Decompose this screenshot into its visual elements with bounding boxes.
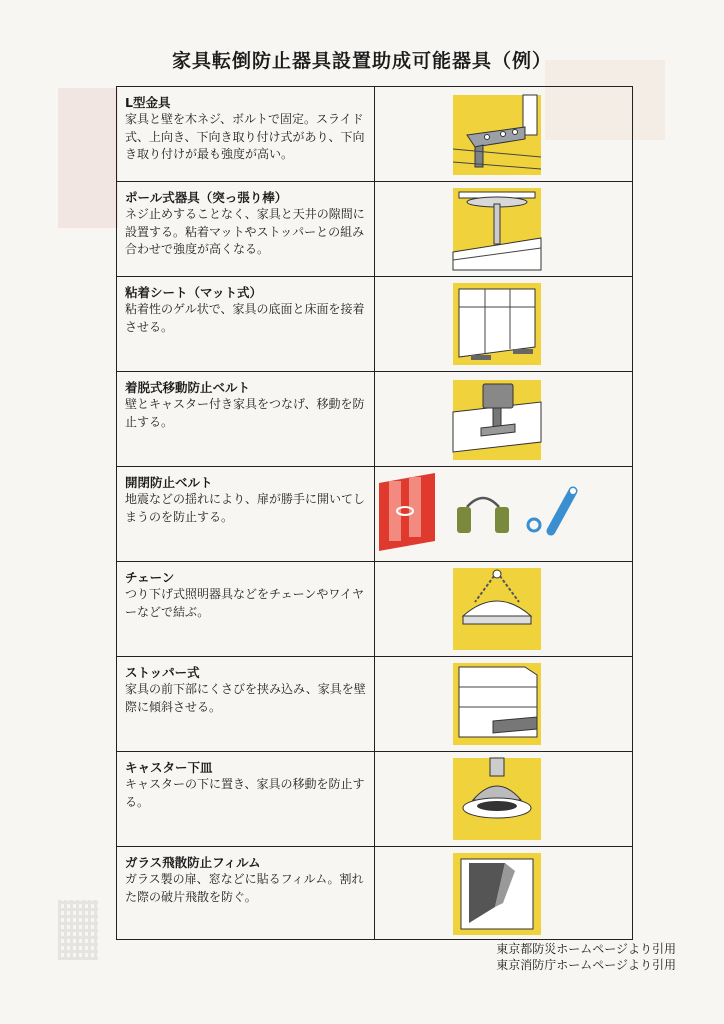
table-row [117,182,633,277]
item-image-cell [375,467,633,562]
item-text-cell [117,467,375,562]
tension-pole-icon [375,182,632,274]
table-row [117,277,633,372]
bleed-through-shape [58,88,118,228]
glass-film-icon [375,847,632,939]
item-image-cell [375,277,633,372]
door-latch-icon [375,467,632,559]
item-text-cell [117,87,375,182]
table-row [117,562,633,657]
item-title: ポール式器具（突っ張り棒） [125,190,288,205]
table-row [117,847,633,940]
item-text-cell [117,752,375,847]
item-description: ガラス製の扉、窓などに貼るフィルム。割れた際の破片飛散を防ぐ。 [125,872,364,904]
table-row [117,657,633,752]
item-text-cell [117,182,375,277]
item-image-cell [375,87,633,182]
item-title: L型金具 [125,95,171,110]
item-description: 壁とキャスター付き家具をつなげ、移動を防止する。 [125,397,365,429]
l-bracket-icon [375,87,632,179]
item-title: チェーン [125,570,175,585]
credit-line: 東京消防庁ホームページより引用 [496,958,676,972]
page-title: 家具転倒防止器具設置助成可能器具（例） [171,50,552,72]
equipment-table [116,86,633,940]
item-description: 家具と壁を木ネジ、ボルトで固定。スライド式、上向き、下向き取り付け式があり、下向き取り付けが最も強度が高い。 [125,112,365,161]
table-row [117,87,633,182]
item-description: 粘着性のゲル状で、家具の底面と床面を接着させる。 [125,302,365,334]
table-row [117,372,633,467]
item-description: 地震などの揺れにより、扉が勝手に開いてしまうのを防止する。 [125,492,366,524]
item-image-cell [375,562,633,657]
item-description: キャスターの下に置き、家具の移動を防止する。 [125,777,365,809]
item-image-cell [375,657,633,752]
table-row [117,467,633,562]
item-title: 粘着シート（マット式） [125,285,263,300]
item-description: つり下げ式照明器具などをチェーンやワイヤーなどで結ぶ。 [125,587,365,619]
item-description: 家具の前下部にくさびを挟み込み、家具を壁際に傾斜させる。 [125,682,366,714]
item-image-cell [375,182,633,277]
item-image-cell [375,847,633,940]
stopper-icon [375,657,632,749]
item-title: 開閉防止ベルト [125,475,213,490]
item-text-cell [117,372,375,467]
item-text-cell [117,657,375,752]
item-title: 着脱式移動防止ベルト [125,380,251,395]
item-image-cell [375,372,633,467]
belt-icon [375,372,632,464]
chain-lamp-icon [375,562,632,654]
item-text-cell [117,562,375,657]
table-row [117,752,633,847]
item-image-cell [375,752,633,847]
credit-line: 東京都防災ホームページより引用 [496,942,676,956]
item-text-cell [117,847,375,940]
item-title: ストッパー式 [125,665,200,680]
bleed-through-qr [58,900,98,960]
caster-dish-icon [375,752,632,844]
item-text-cell [117,277,375,372]
item-title: キャスター下皿 [125,760,213,775]
item-description: ネジ止めすることなく、家具と天井の隙間に設置する。粘着マットやストッパーとの組み合わせで強度が高くなる。 [125,207,365,256]
item-title: ガラス飛散防止フィルム [125,855,261,870]
adhesive-mat-icon [375,277,632,369]
